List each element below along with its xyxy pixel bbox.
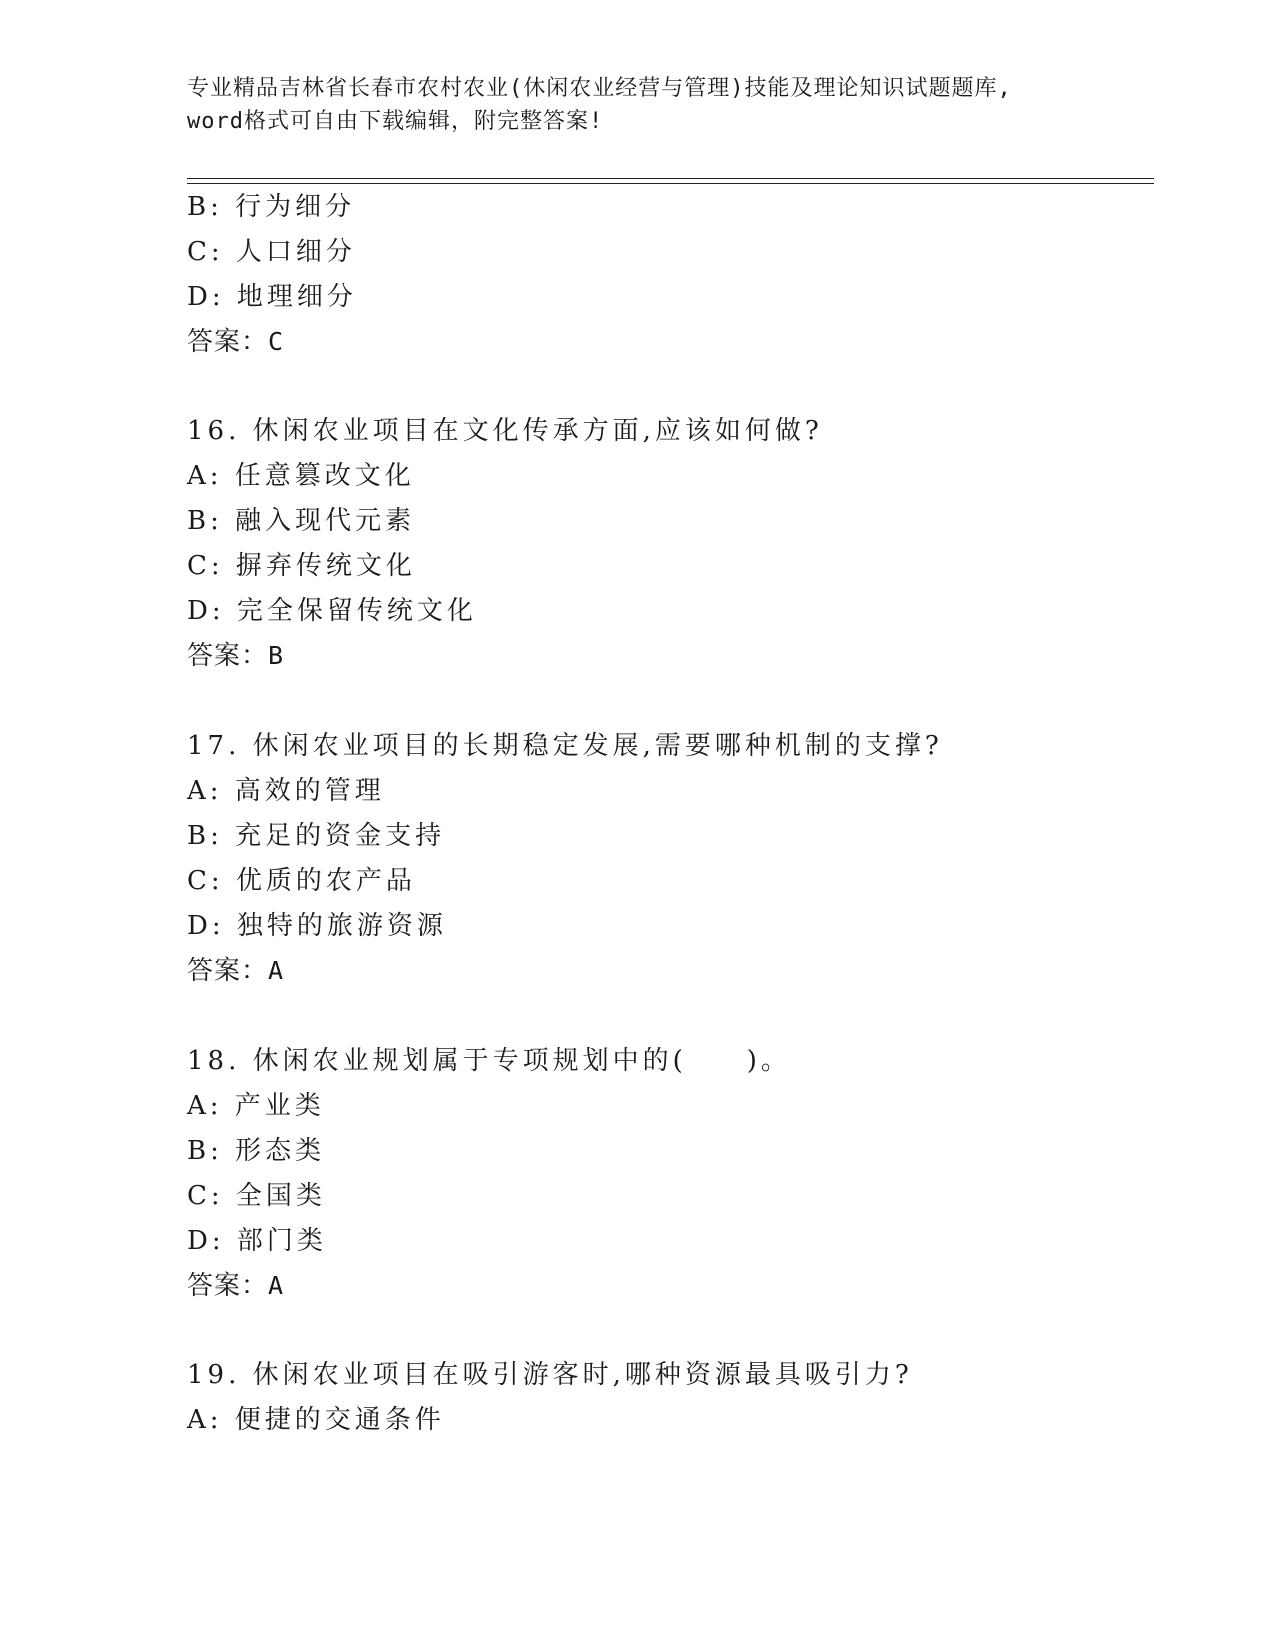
answer-line <box>187 321 284 358</box>
option-d: D: 部门类 <box>187 1226 327 1256</box>
answer-value: A <box>268 956 285 985</box>
option-d: D: 完全保留传统文化 <box>187 596 477 626</box>
question-17: 17. 休闲农业项目的长期稳定发展,需要哪种机制的支撑? <box>187 731 943 761</box>
option-a: A: 任意篡改文化 <box>187 461 415 491</box>
answer-value: B <box>268 641 285 670</box>
header-divider-top <box>187 178 1154 179</box>
option-c: C: 摒弃传统文化 <box>187 551 416 581</box>
question-19: 19. 休闲农业项目在吸引游客时,哪种资源最具吸引力? <box>187 1360 913 1390</box>
document-header <box>187 72 1087 138</box>
option-a: A: 高效的管理 <box>187 776 385 806</box>
option-b: B: 形态类 <box>187 1136 326 1166</box>
answer-line <box>187 1265 284 1302</box>
option-d: D: 独特的旅游资源 <box>187 911 447 941</box>
answer-label: 答案： <box>187 327 269 357</box>
option-c: C: 人口细分 <box>187 237 356 267</box>
answer-label: 答案： <box>187 641 269 671</box>
option-d: D: 地理细分 <box>187 282 357 312</box>
option-a: A: 产业类 <box>187 1091 325 1121</box>
header-line-1: 专业精品吉林省长春市农村农业(休闲农业经营与管理)技能及理论知识试题题库, <box>187 76 1012 101</box>
option-b: B: 行为细分 <box>187 192 356 222</box>
answer-value: C <box>268 327 285 356</box>
header-line-2: word格式可自由下载编辑，附完整答案! <box>187 109 604 134</box>
answer-label: 答案： <box>187 1271 269 1301</box>
option-b: B: 充足的资金支持 <box>187 821 446 851</box>
question-16: 16. 休闲农业项目在文化传承方面,应该如何做? <box>187 416 823 446</box>
option-c: C: 优质的农产品 <box>187 866 416 896</box>
answer-line <box>187 635 284 672</box>
answer-line <box>187 950 284 987</box>
answer-label: 答案： <box>187 956 269 986</box>
option-c: C: 全国类 <box>187 1181 326 1211</box>
answer-value: A <box>268 1271 285 1300</box>
header-divider-bottom <box>187 183 1154 184</box>
question-18: 18. 休闲农业规划属于专项规划中的( )。 <box>187 1046 791 1076</box>
option-a: A: 便捷的交通条件 <box>187 1405 445 1435</box>
option-b: B: 融入现代元素 <box>187 506 416 536</box>
